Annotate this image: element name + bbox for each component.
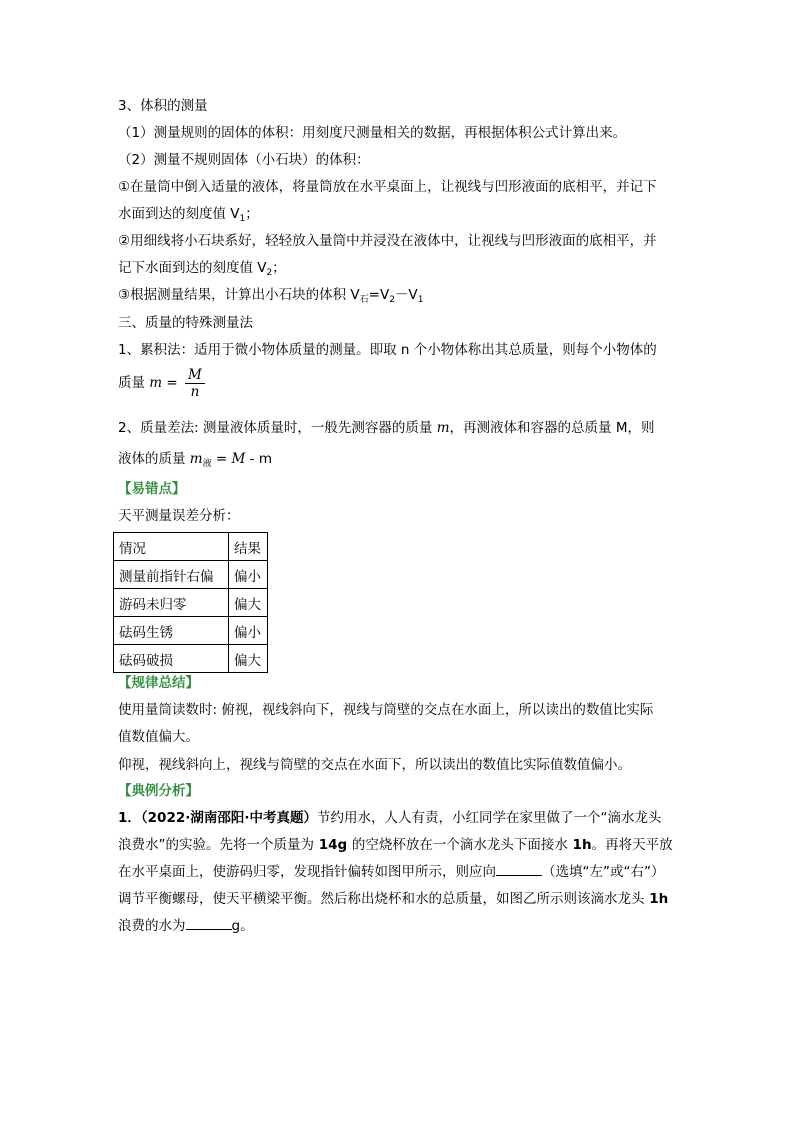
table-cell: 偏小 [229, 617, 268, 645]
section-title: 3、体积的测量 [118, 98, 208, 114]
paragraph: 水面到达的刻度值 $V_1$； [118, 206, 259, 224]
paragraph: ②用细线将小石块系好，轻轻放入量筒中并浸没在液体中，让视线与凹形液面的底相平，并 [118, 233, 657, 249]
formula-line: 液体的质量 $m_液 = M - m$ [118, 451, 272, 469]
table-row [114, 617, 268, 645]
paragraph: 记下水面到达的刻度值 $V_2$； [118, 260, 286, 278]
table-cell: 偏大 [229, 645, 268, 673]
table-cell: 砝码生锈 [114, 617, 229, 645]
table-header-row [114, 533, 268, 561]
question-line: 浪费水”的实验。先将一个质量为 14g 的空烧杯放在一个滴水龙头下面接水 1h。再将天平放 [118, 837, 673, 853]
question-line: 调节平衡螺母，使天平横梁平衡。然后称出烧杯和水的总质量，如图乙所示则该滴水龙头 1h [118, 891, 669, 907]
table-cell: 偏大 [229, 589, 268, 617]
error-table [113, 532, 268, 673]
answer-blank[interactable] [496, 863, 542, 876]
paragraph: 1、累积法：适用于微小物体质量的测量。即取 n 个小物体称出其总质量，则每个小物体的 [118, 342, 657, 358]
question-line: 在水平桌面上，使游码归零，发现指针偏转如图甲所示，则应向 （选填“左”或“右”） [118, 864, 665, 880]
fraction: $\frac{M}{n}$ [185, 367, 205, 400]
section-title: 三、质量的特殊测量法 [118, 315, 253, 331]
table-row [114, 589, 268, 617]
section-heading: 【易错点】 [118, 481, 186, 497]
table-row [114, 645, 268, 673]
table-cell: 测量前指针右偏 [114, 561, 229, 589]
paragraph: 使用量筒读数时: 俯视，视线斜向下，视线与筒壁的交点在水面上，所以读出的数值比实际 [118, 702, 654, 718]
paragraph: 仰视，视线斜向上，视线与筒壁的交点在水面下，所以读出的数值比实际值数值偏小。 [118, 757, 631, 773]
table-header: 结果 [229, 533, 268, 561]
table-cell: 偏小 [229, 561, 268, 589]
formula-line: 质量 m = $\frac{M}{n}$ [118, 366, 205, 400]
paragraph: 2、质量差法: 测量液体质量时，一般先测容器的质量 m，再测液体和容器的总质量 M，则 [118, 420, 655, 436]
question-line: 1．（2022·湖南邵阳·中考真题）节约用水，人人有责，小红同学在家里做了一个“滴水龙头 [118, 810, 662, 826]
paragraph: （2）测量不规则固体（小石块）的体积： [118, 152, 370, 168]
paragraph: 值数值偏大。 [118, 729, 199, 745]
answer-blank[interactable] [186, 917, 232, 930]
paragraph: （1）测量规则的固体的体积：用刻度尺测量相关的数据，再根据体积公式计算出来。 [118, 125, 627, 141]
section-heading: 【规律总结】 [118, 675, 199, 691]
question-line: 浪费的水为 g。 [118, 918, 254, 934]
paragraph: 天平测量误差分析： [118, 508, 240, 524]
table-cell: 游码未归零 [114, 589, 229, 617]
paragraph: ③根据测量结果，计算出小石块的体积 $V_石=V_2-V_1$ [118, 287, 424, 305]
table-header: 情况 [114, 533, 229, 561]
section-heading: 【典例分析】 [118, 783, 199, 799]
table-row [114, 561, 268, 589]
table-cell: 砝码破损 [114, 645, 229, 673]
paragraph: ①在量筒中倒入适量的液体，将量筒放在水平桌面上，让视线与凹形液面的底相平，并记下 [118, 179, 657, 195]
